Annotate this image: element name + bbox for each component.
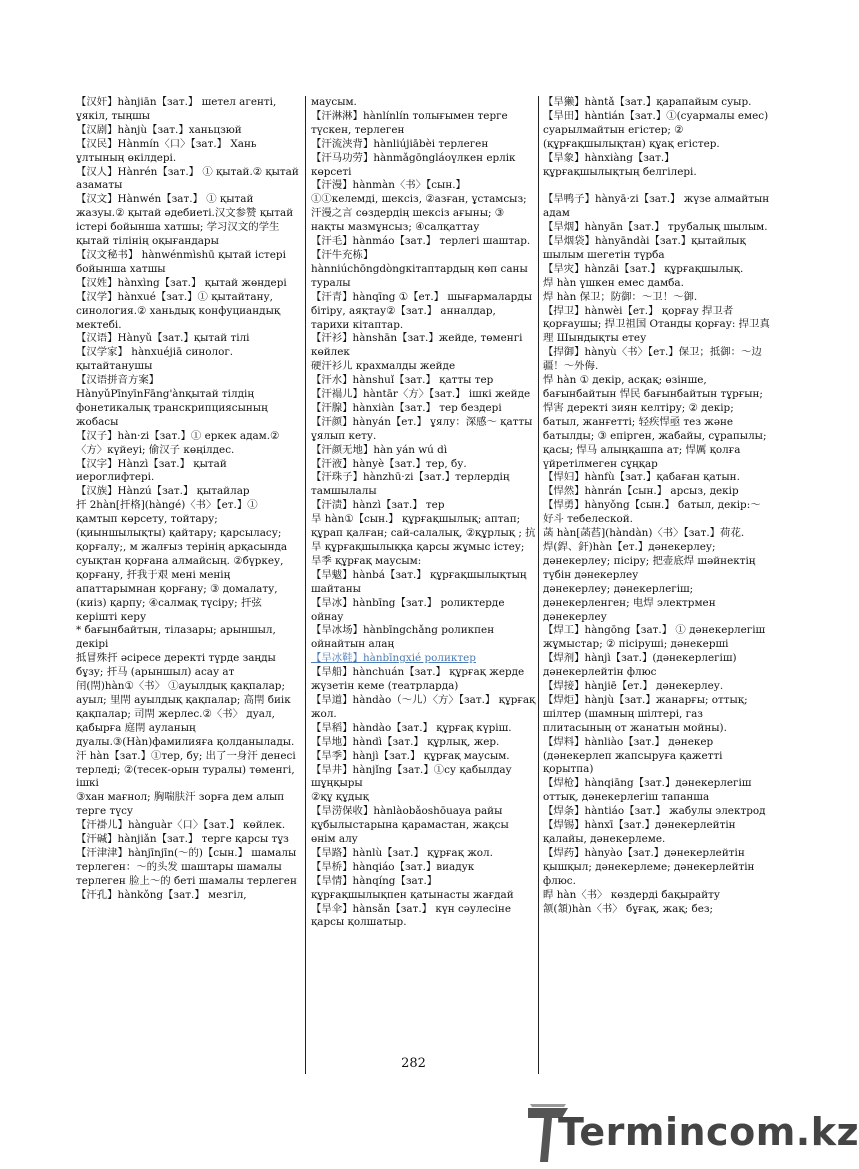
dictionary-entry: 【汗牛充栋】 hànniúchōngdòngкітаптардың көп саны туралы: [311, 248, 528, 289]
dictionary-entry: 【旱地】hàndì【зат.】 құрлық, жер.: [311, 735, 500, 748]
dictionary-entry: 【捍御】hànyù〈书〉【ет.】保卫；抵御：～边疆！～外侮.: [543, 346, 762, 373]
dictionary-entry: 【焊工】hàngōng【зат.】 ① дәнекерлегіш жұмыстар; ② пісіруші; дәнекерші: [543, 624, 766, 651]
dictionary-entry: 【旱灾】hànzāi【зат.】 құрғақшылық.: [543, 262, 744, 275]
dictionary-entry: 【汗淋淋】hànlínlín толығымен терге түскен, терлеген: [311, 109, 508, 136]
logo-wordmark: Termincom.kz: [558, 1110, 859, 1154]
dictionary-entry: 颔(頷)hàn〈书〉 бұғақ, жақ; без;: [543, 902, 714, 915]
dictionary-entry: 【汗颜无地】hàn yán wú dì: [311, 443, 448, 456]
dictionary-entry: 【悍勇】hànyǒng【сын.】 батыл, декір:～好斗 тебелеской.: [543, 499, 761, 526]
dictionary-entry: 【焊锡】hànxī【зат.】дәнекерлейтін қалайы, дәнекерлеме.: [543, 819, 736, 846]
dictionary-entry: 【旱冰鞋】hànbīngxié роликтер: [311, 652, 476, 665]
dictionary-entry: 【旱情】hànqíng【зат.】 құрғақшылықпен қатынасты жағдай: [311, 874, 514, 901]
dictionary-entry: 【汗珠子】hànzhū·zi【зат.】терлердің тамшылалы: [311, 471, 510, 498]
dictionary-entry: 【旱桥】hànqiáo【зат.】виадук: [311, 860, 475, 873]
dictionary-entry: 【捍卫】hànwèi【ет.】 қорғау 捍卫者 қорғаушы; 捍卫祖国 Отанды қорғау: 捍卫真理 Шындықты етеу: [543, 304, 770, 345]
dictionary-entry: 【汉学】hànxué【зат.】① қытайтану, синология.② ханьдық конфуциандық мектебі.: [76, 290, 281, 331]
dictionary-entry: ③хан мағнол; 胸喘肤汗 зорға дем алып терге түсу: [76, 791, 285, 818]
dictionary-entry: 焊 hàn 保卫；防御：～卫！～御.: [543, 290, 698, 303]
dictionary-entry: 【汗毛】hànmáo【зат.】 терлегі шаштар.: [311, 235, 531, 248]
dictionary-entry: 【旱冰场】hànbīngchǎng роликпен ойнайтын алаң: [311, 624, 495, 651]
dictionary-entry: 【汗漫】hànmàn〈书〉【сын.】 ①①келемді, шексіз, ②азған, ұстамсыз; 汗漫之言 сөздердің шексіз ағыны; ③ нақты мазмұнсыз; ④салқаттау: [311, 179, 527, 234]
dictionary-entry: 【焊料】hànliào【зат.】 дәнекер (дәнекерлеп жапсыруға қажетті қорытпа): [543, 735, 723, 776]
dictionary-entry: 扞 2hàn[扞格](hàngé)〈书〉【ет.】① қамтып көрсету, тойтару; (қиыншылықты) қайтару; қарсыласу; қорғалу;, м жалғыз терінің арқасында суықтан қорғана алмайсың. ②бүркеу, қорғану, 扞我于艰 мені менің апаттарымнан қорғану; ③ домалату, (киіз) қарпу; ④салмақ түсіру; 扞弦 керішті керу: [76, 499, 288, 623]
dictionary-entry: 【汗碱】hànjiǎn【зат.】 терге қарсы тұз: [76, 833, 289, 846]
dictionary-entry: 焊 hàn үшкен емес дамба.: [543, 276, 684, 289]
dictionary-entry: 【悍妇】hànfù【зат.】қабаған қатын.: [543, 471, 740, 484]
dictionary-entry: 【旱井】hànjǐng【зат.】①су қабылдау шұңқыры: [311, 763, 512, 790]
dictionary-entry: 【汗孔】hànkǒng【зат.】 мезгіл,: [76, 888, 247, 901]
dictionary-entry: 【旱季】hànjì【зат.】 құрғақ маусым.: [311, 749, 510, 762]
dictionary-entry: 【旱稻】hàndào【зат.】 құрғақ күріш.: [311, 721, 512, 734]
dictionary-entry: 闬(閈)hàn①〈书〉 ①ауылдық қақпалар; ауыл; 里閈 ауылдық қақпалар; 高閈 биік қақпалар; 司閈 жерлес.②〈书〉 дуал, қабырға 庭閈 ауланың дуалы.③(Hàn)фамилияға қолданылады.: [76, 680, 295, 748]
dictionary-entry: 【旱船】hànchuán【зат.】 құрғақ жерде жүзетін кеме (театрларда): [311, 666, 525, 693]
column-right: [543, 96, 770, 916]
dictionary-entry: 【焊炬】hànjù【зат.】жанарғы; оттық; шілтер (шамның шілтері, газ плитасының от жанатын мойны).: [543, 693, 748, 734]
dictionary-entry: ②құ құдық: [311, 791, 369, 804]
dictionary-entry: 【旱魃】hànbá【зат.】 құрғақшылықтың шайтаны: [311, 568, 527, 595]
dictionary-entry: 【旱烟】hànyān【зат.】 трубалық шылым.: [543, 221, 768, 234]
dictionary-entry: 【焊剂】hànjì【зат.】(дәнекерлегіш) дәнекерлейтін флюс: [543, 652, 737, 679]
column-divider-right: [538, 96, 539, 1074]
dictionary-entry: 【汉奸】hànjiān【зат.】 шетел агенті, ұякіл, тыңшы: [76, 96, 277, 122]
dictionary-entry: 【汗马功劳】hànmǎgōngláoүлкен ерлік көрсеті: [311, 151, 516, 178]
dictionary-entry: 焊(銲、釬)hàn【ет.】дәнекерлеу; дәнекерлеу; пісіру; 把壶底焊 шәйнектің түбін дәнекерлеу: [543, 540, 756, 581]
dictionary-entry: 【汉民】Hànmín〈口〉【зат.】 Хань ұлтының өкілдері.: [76, 137, 257, 164]
dictionary-entry: 汗 hàn【зат.】①тер, бу; 出了一身汗 денесі терледі; ②(тесек-орын туралы) төменгі, ішкі: [76, 749, 296, 790]
dictionary-entry: 【旱道】hàndào（～儿）〈方〉【зат.】 құрғақ жол.: [311, 693, 536, 720]
dictionary-entry: 【汉子】hàn·zi【зат.】① еркек адам.② 〈方〉күйеуі; 偷汉子 көңілдес.: [76, 429, 280, 456]
dictionary-entry: 【汉剧】hànjù【зат.】ханьцзюй: [76, 123, 242, 136]
dictionary-entry: 【旱鸭子】hànyā·zi【зат.】 жүзе алмайтын адам: [543, 193, 770, 220]
dictionary-entry: маусым.: [311, 96, 357, 108]
dictionary-entry: 【旱象】hànxiàng【зат.】 құрғақшылықтың белгілері.: [543, 151, 697, 178]
dictionary-entry: 抵冒殊扞 әсіресе деректі түрде заңды бұзу; 扞马 (арыншыл) асау ат: [76, 652, 276, 679]
column-divider-left: [305, 96, 306, 1074]
dictionary-entry: 【汗渍】hànzì【зат.】 тер: [311, 499, 445, 512]
dictionary-entry: [543, 179, 770, 193]
dictionary-entry: 【汗液】hànyè【зат.】тер, бу.: [311, 457, 467, 470]
dictionary-entry: 【旱涝保收】hànlàobǎoshōuaya райы құбылыстарына қарамастан, жақсы өнім алу: [311, 805, 509, 846]
dictionary-entry: 【汉语】Hànyǔ【зат.】қытай тілі: [76, 332, 250, 345]
dictionary-entry: 【汗水】hànshuǐ【зат.】 қатты тер: [311, 374, 494, 387]
dictionary-entry: 悍 hàn ① декір, асқақ; өзінше, бағынбайтын 悍民 бағынбайтын тұрғын; 悍害 деректі зиян келтіру; ② декір; батыл, жанғетті; 轻疾悍亟 тез және батылды; ③ епірген, жабайы, сұрапылы; қасы; 悍马 алыңқашпа ат; 悍厲 қолға үйретілмеген сұңқар: [543, 374, 767, 470]
dictionary-entry: 【汗津津】hànjīnjīn(～的)【сын.】 шамалы терлеген：～的头发 шаштары шамалы терлеген 脸上～的 беті шамалы терлеген: [76, 846, 297, 887]
dictionary-entry: 【汗青】hànqīng ①【ет.】 шығармаларды бітіру, аяқтау②【зат.】 анналдар, тарихи кітаптар.: [311, 290, 532, 331]
dictionary-entry: 【汗颜】hànyán【ет.】 ұялу：深感～ қатты ұялып кету.: [311, 415, 533, 442]
dictionary-entry: 【旱獭】hàntǎ【зат.】қарапайым суыр.: [543, 96, 752, 108]
dictionary-entry: 【汉族】Hànzú【зат.】 қытайлар: [76, 485, 250, 498]
dictionary-entry: 睅 hàn〈书〉 көздерді бақырайту: [543, 888, 721, 901]
dictionary-entry: * бағынбайтын, тілазары; арыншыл, декірі: [76, 624, 276, 651]
dictionary-entry: 【汉语拼音方案】 HànyǔPīnyīnFāng'ànқытай тілдің фонетикалық транскрипциясының жобасы: [76, 374, 268, 428]
dictionary-entry: 【旱烟袋】hànyāndài【зат.】қытайлық шылым шегетін түрба: [543, 235, 746, 261]
dictionary-entry: 旱 hàn①【сын.】 құрғақшылық; аптап; құрап қалған; сай-салалық, ②құрлық ; 抗旱 құрғақшылыққа қарсы жұмыс істеу; 旱季 құрғақ маусым:: [311, 513, 536, 567]
dictionary-entry: 菡 hàn[菡萏](hàndàn)〈书〉【зат.】荷花.: [543, 527, 745, 540]
dictionary-entry: 【汉姓】hànxìng【зат.】 қытай жөндері: [76, 276, 287, 289]
dictionary-entry: дәнекерлеу; дәнекерлегіш; дәнекерленген; 电焊 электрмен дәнекерлеу: [543, 582, 716, 623]
dictionary-entry: 【汉文】Hànwén【зат.】 ① қытай жазуы.② қытай әдебиеті.汉文参赞 қытай істері бойынша хатшы; 学习汉文的学生 қытай тілінің оқығандары: [76, 193, 294, 248]
dictionary-entry: 【焊条】hàntiáo【зат.】 жабулы электрод: [543, 805, 766, 818]
dictionary-entry: 【焊枪】hànqiāng【зат.】дәнекерлегіш оттық, дәнекерлегіш тапанша: [543, 777, 752, 804]
dictionary-entry: 【汉学家】 hànxuéjiā синолог. қытайтанушы: [76, 346, 234, 373]
dictionary-entry: 【旱冰】hànbīng【зат.】 роликтерде ойнау: [311, 596, 505, 623]
column-left: [76, 96, 302, 903]
column-middle: [311, 96, 536, 930]
dictionary-entry: 【旱伞】hànsǎn【зат.】 күн сәулесіне қарсы қолшатыр.: [311, 902, 511, 929]
dictionary-entry: 【汗流浃背】hànliújiābèi терлеген: [311, 137, 489, 150]
dictionary-entry: 【汉人】Hànrén【зат.】 ① қытай.② қытай азаматы: [76, 165, 299, 192]
dictionary-entry: 【焊接】hànjiē【ет.】 дәнекерлеу.: [543, 680, 724, 693]
dictionary-entry: 【汗腺】hànxiàn【зат.】 тер бездері: [311, 401, 502, 414]
dictionary-entry: 【悍然】hànrán【сын.】 арсыз, декір: [543, 485, 739, 498]
dictionary-entry: 【汗衫】hànshān【зат.】жейде, төменгі көйлек: [311, 332, 523, 359]
dictionary-entry: 【汗褟儿】hàntār〈方〉【зат.】 ішкі жейде: [311, 388, 531, 401]
dictionary-entry: 【旱路】hànlù【зат.】 құрғақ жол.: [311, 846, 493, 859]
dictionary-entry: 【汗褂儿】hànguàr〈口〉【зат.】 көйлек.: [76, 819, 286, 832]
dictionary-entry: 【汉字】Hànzì【зат.】 қытай иероглифтері.: [76, 457, 227, 484]
dictionary-entry: 【焊药】hànyào【зат.】дәнекерлейтін қышқыл; дәнекерлеме; дәнекерлейтін флюс.: [543, 846, 755, 887]
dictionary-entry: 【汉文秘书】 hànwénmìshū қытай істері бойынша хатшы: [76, 248, 286, 275]
page-number: 282: [401, 1056, 426, 1071]
dictionary-entry: 【旱田】hàntián【зат.】①(суармалы емес) суарылмайтын егістер; ② (құрғақшылықтан) құақ егістер.: [543, 109, 769, 150]
termincom-logo[interactable]: [528, 1104, 859, 1164]
dictionary-entry: 硬汗衫儿 крахмалды жейде: [311, 360, 456, 373]
